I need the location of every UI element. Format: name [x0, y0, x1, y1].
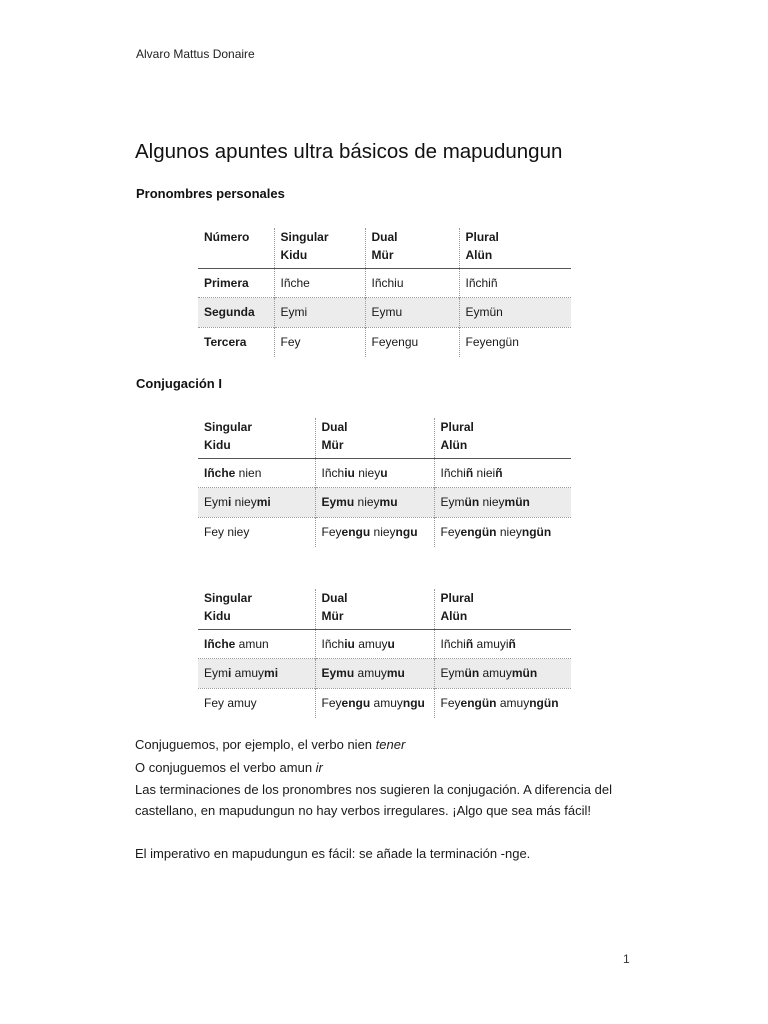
table-row	[198, 517, 571, 547]
paragraph-conjugate-amun: O conjuguemos el verbo amun ir	[135, 760, 323, 775]
table-header-row	[198, 589, 571, 629]
table-cell: Fey amuy	[198, 688, 315, 718]
table-cell: Eymi amuymi	[198, 659, 315, 689]
row-label: Primera	[204, 275, 249, 290]
table-cell: Iñche nien	[204, 465, 262, 480]
pronouns-table	[198, 228, 571, 357]
table-row	[198, 488, 571, 518]
header-cell-singular: Singular Kidu	[198, 418, 315, 458]
table-cell: Eymu	[365, 298, 459, 328]
header-cell-dual: Dual Mür	[315, 418, 434, 458]
row-label: Tercera	[198, 327, 274, 357]
table-cell: Eymün	[459, 298, 571, 328]
header-cell-numero: Número	[198, 228, 274, 268]
table-cell: Eymün amuymün	[434, 659, 571, 689]
header-cell-dual: Dual Mür	[315, 589, 434, 629]
header-cell-singular: Singular Kidu	[198, 589, 315, 629]
table-row	[198, 458, 571, 488]
document-title: Algunos apuntes ultra básicos de mapudungun	[135, 140, 563, 163]
row-label: Segunda	[198, 298, 274, 328]
table-cell: Eymu nieymu	[315, 488, 434, 518]
table-cell: Iñche	[274, 268, 365, 298]
section-heading-pronombres: Pronombres personales	[136, 186, 285, 201]
table-cell: Fey	[274, 327, 365, 357]
table-cell: Iñchiñ	[459, 268, 571, 298]
table-cell: Feyengu	[365, 327, 459, 357]
header-cell-plural: Plural Alün	[434, 589, 571, 629]
table-cell: Iñchiñ amuyiñ	[434, 629, 571, 659]
table-row	[198, 327, 571, 357]
table-cell: Feyengün nieyngün	[434, 517, 571, 547]
table-row	[198, 688, 571, 718]
paragraph-imperativo: El imperativo en mapudungun es fácil: se añade la terminación -nge.	[135, 846, 531, 861]
table-cell: Feyengu nieyngu	[315, 517, 434, 547]
conjugation-table-nien	[198, 418, 571, 547]
table-cell: Fey niey	[198, 517, 315, 547]
table-cell: Iñchiu nieyu	[315, 458, 434, 488]
table-cell: Iñchiñ nieiñ	[434, 458, 571, 488]
table-cell: Feyengu amuyngu	[315, 688, 434, 718]
table-row	[198, 268, 571, 298]
table-cell: Eymu amuymu	[315, 659, 434, 689]
header-cell-dual: Dual Mür	[365, 228, 459, 268]
table-cell: Iñche amun	[204, 636, 269, 651]
table-cell: Feyengün	[459, 327, 571, 357]
table-cell: Iñchiu	[365, 268, 459, 298]
verb-meaning: ir	[315, 760, 323, 775]
table-cell: Eymi	[274, 298, 365, 328]
paragraph-conjugate-nien: Conjuguemos, por ejemplo, el verbo nien tener	[135, 737, 406, 752]
table-cell: Eymi nieymi	[198, 488, 315, 518]
table-row	[198, 298, 571, 328]
table-cell: Eymün nieymün	[434, 488, 571, 518]
author-name: Alvaro Mattus Donaire	[136, 47, 255, 61]
table-cell: Iñchiu amuyu	[315, 629, 434, 659]
section-heading-conjugacion: Conjugación I	[136, 376, 222, 391]
table-header-row	[198, 418, 571, 458]
header-cell-singular: Singular Kidu	[274, 228, 365, 268]
header-cell-plural: Plural Alün	[434, 418, 571, 458]
conjugation-table-amun	[198, 589, 571, 718]
table-cell: Feyengün amuyngün	[434, 688, 571, 718]
paragraph-terminaciones: Las terminaciones de los pronombres nos sugieren la conjugación. A diferencia del castellano, en mapudungun no hay verbos irregulares. ¡Algo que sea más fácil!	[135, 782, 612, 818]
table-row	[198, 659, 571, 689]
table-row	[198, 629, 571, 659]
header-cell-plural: Plural Alün	[459, 228, 571, 268]
table-header-row	[198, 228, 571, 268]
page-number: 1	[623, 952, 630, 966]
verb-meaning: tener	[375, 737, 406, 752]
